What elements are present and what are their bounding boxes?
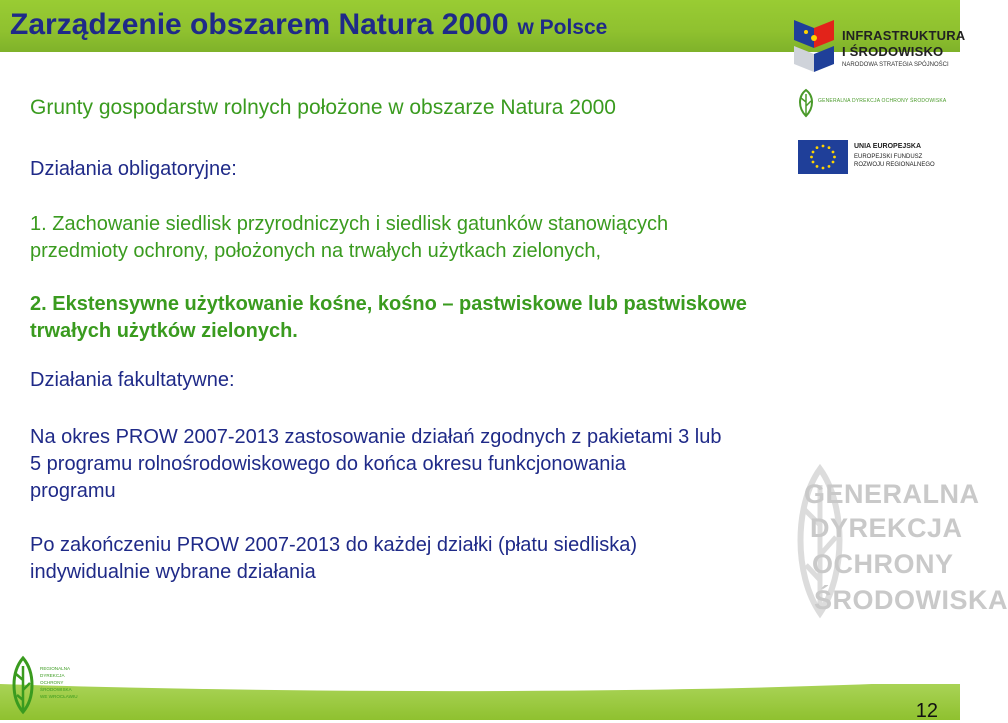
- optional-label: Działania fakultatywne:: [30, 369, 235, 391]
- gdos-small-text: GENERALNA DYREKCJA OCHRONY ŚRODOWISKA: [818, 98, 947, 104]
- obligatory-item-1: [30, 211, 668, 265]
- optional-paragraph-2-line1: Po zakończeniu PROW 2007-2013 do każdej działki (płatu siedliska): [30, 534, 637, 556]
- optional-paragraph-1: [30, 424, 721, 505]
- rdos-line3: OCHRONY: [40, 680, 64, 685]
- optional-paragraph-1-line3: programu: [30, 480, 116, 502]
- eu-line1: UNIA EUROPEJSKA: [854, 143, 922, 150]
- obligatory-item-2: [30, 291, 747, 345]
- obligatory-item-1-line1: 1. Zachowanie siedlisk przyrodniczych i siedlisk gatunków stanowiących: [30, 213, 669, 235]
- watermark-line2: DYREKCJA: [810, 513, 963, 543]
- slide-title: [10, 5, 607, 42]
- watermark-line3: OCHRONY: [812, 549, 954, 579]
- obligatory-label: Działania obligatoryjne:: [30, 158, 237, 180]
- optional-paragraph-1-line1: Na okres PROW 2007-2013 zastosowanie działań zgodnych z pakietami 3 lub: [30, 426, 722, 448]
- optional-paragraph-1-line2: 5 programu rolnośrodowiskowego do końca okresu funkcjonowania: [30, 453, 626, 475]
- eu-logo: [798, 140, 948, 176]
- infrastruktura-logo: [794, 18, 966, 74]
- eu-line2: EUROPEJSKI FUNDUSZ: [854, 154, 923, 160]
- optional-paragraph-2: [30, 532, 637, 586]
- infrastruktura-line2: I ŚRODOWISKO: [842, 44, 944, 59]
- gdos-watermark: [790, 465, 1008, 635]
- eu-line3: ROZWOJU REGIONALNEGO: [854, 162, 935, 168]
- rdos-line5: WE WROCŁAWIU: [40, 694, 78, 699]
- obligatory-item-1-line2: przedmioty ochrony, położonych na trwałych użytkach zielonych,: [30, 240, 602, 262]
- watermark-line4: ŚRODOWISKA: [814, 585, 1008, 615]
- gdos-small-logo: [796, 88, 946, 118]
- page-number: 12: [915, 700, 938, 722]
- leaf-icon: [796, 88, 816, 118]
- rdos-line1: REGIONALNA: [40, 666, 71, 671]
- rdos-line4: ŚRODOWISKA: [40, 687, 72, 692]
- footer-curve: [0, 660, 960, 720]
- slide-title-main: Zarządzenie obszarem Natura 2000: [10, 8, 509, 41]
- obligatory-item-2-line2: trwałych użytków zielonych.: [30, 320, 298, 342]
- eu-flag-icon: [798, 140, 848, 174]
- subtitle: Grunty gospodarstw rolnych położone w obszarze Natura 2000: [30, 96, 616, 119]
- infrastruktura-flag-icon: [794, 18, 834, 72]
- slide-title-suffix: w Polsce: [517, 16, 608, 39]
- watermark-line1: GENERALNA: [804, 479, 980, 509]
- infrastruktura-line3: NARODOWA STRATEGIA SPÓJNOŚCI: [842, 62, 949, 68]
- rdos-line2: DYREKCJA: [40, 673, 65, 678]
- optional-paragraph-2-line2: indywidualnie wybrane działania: [30, 561, 316, 583]
- obligatory-item-2-line1: 2. Ekstensywne użytkowanie kośne, kośno – pastwiskowe lub pastwiskowe: [30, 293, 747, 315]
- rdos-leaf-icon: [8, 656, 38, 714]
- infrastruktura-line1: INFRASTRUKTURA: [842, 28, 966, 43]
- rdos-logo: [8, 656, 78, 716]
